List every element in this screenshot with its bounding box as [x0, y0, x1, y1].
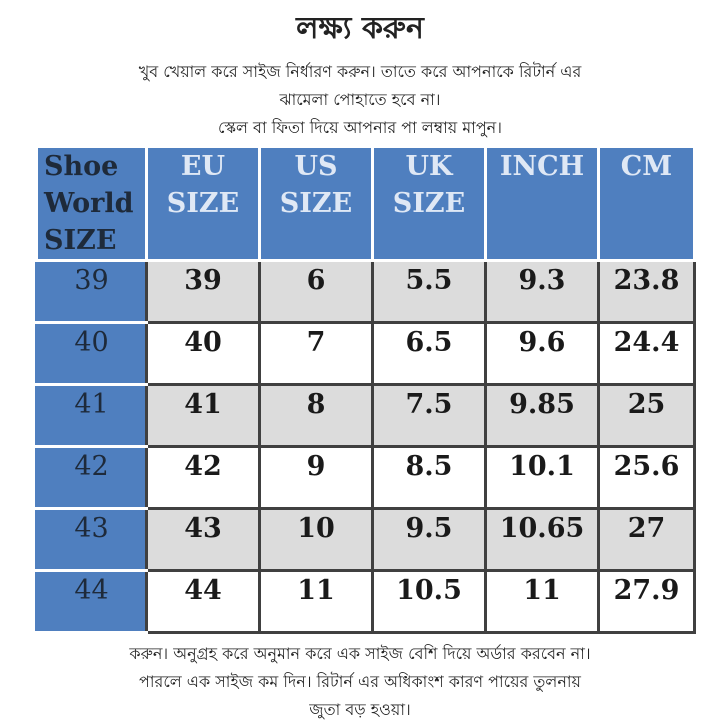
eu-size-cell: 42	[147, 447, 260, 509]
table-row	[37, 571, 695, 633]
us-size-cell: 10	[260, 509, 373, 571]
intro-text	[40, 58, 680, 142]
cm-cell: 27.9	[599, 571, 695, 633]
header-line: INCH	[499, 151, 585, 182]
table-row	[37, 447, 695, 509]
inch-cell: 11	[486, 571, 599, 633]
intro-line: ঝামেলা পোহাতে হবে না।	[279, 90, 441, 109]
cm-cell: 25	[599, 385, 695, 447]
cm-cell: 23.8	[599, 261, 695, 323]
us-size-cell: 7	[260, 323, 373, 385]
header-line: CM	[620, 151, 673, 182]
inch-cell: 9.6	[486, 323, 599, 385]
header-line: EU	[180, 151, 226, 182]
row-header-cell: 43	[37, 509, 147, 571]
us-size-cell: 6	[260, 261, 373, 323]
intro-line: স্কেল বা ফিতা দিয়ে আপনার পা লম্বায় মাপুন।	[218, 118, 502, 137]
header-eu-size	[147, 147, 260, 261]
outro-text	[40, 640, 680, 724]
eu-size-cell: 44	[147, 571, 260, 633]
outro-line: পারলে এক সাইজ কম দিন। রিটার্ন এর অধিকাংশ কারণ পায়ের তুলনায়	[139, 672, 581, 691]
header-line: US	[294, 151, 338, 182]
uk-size-cell: 5.5	[373, 261, 486, 323]
header-shoe-world-size	[37, 147, 147, 261]
eu-size-cell: 40	[147, 323, 260, 385]
header-line: SIZE	[392, 188, 466, 219]
header-line: SIZE	[279, 188, 353, 219]
header-line: SIZE	[44, 225, 117, 256]
row-header-cell: 40	[37, 323, 147, 385]
header-cm	[599, 147, 695, 261]
row-header-cell: 39	[37, 261, 147, 323]
header-line: UK	[405, 151, 453, 182]
header-line: Shoe	[44, 151, 119, 182]
inch-cell: 10.65	[486, 509, 599, 571]
table-row	[37, 509, 695, 571]
table-row	[37, 385, 695, 447]
inch-cell: 9.85	[486, 385, 599, 447]
row-header-cell: 42	[37, 447, 147, 509]
table-row	[37, 261, 695, 323]
uk-size-cell: 9.5	[373, 509, 486, 571]
table-row	[37, 323, 695, 385]
intro-line: খুব খেয়াল করে সাইজ নির্ধারণ করুন। তাতে করে আপনাকে রিটার্ন এর	[138, 62, 582, 81]
header-uk-size	[373, 147, 486, 261]
outro-line: জুতা বড় হওয়া।	[309, 700, 411, 719]
header-us-size	[260, 147, 373, 261]
us-size-cell: 11	[260, 571, 373, 633]
page-title: লক্ষ্য করুন	[296, 11, 424, 46]
table-header-row	[37, 147, 695, 261]
uk-size-cell: 6.5	[373, 323, 486, 385]
row-header-cell: 41	[37, 385, 147, 447]
uk-size-cell: 8.5	[373, 447, 486, 509]
us-size-cell: 8	[260, 385, 373, 447]
cm-cell: 25.6	[599, 447, 695, 509]
inch-cell: 9.3	[486, 261, 599, 323]
eu-size-cell: 43	[147, 509, 260, 571]
header-inch	[486, 147, 599, 261]
size-chart-table	[35, 145, 696, 634]
header-line: World	[44, 188, 134, 219]
eu-size-cell: 41	[147, 385, 260, 447]
cm-cell: 27	[599, 509, 695, 571]
uk-size-cell: 10.5	[373, 571, 486, 633]
eu-size-cell: 39	[147, 261, 260, 323]
header-line: SIZE	[166, 188, 240, 219]
uk-size-cell: 7.5	[373, 385, 486, 447]
inch-cell: 10.1	[486, 447, 599, 509]
row-header-cell: 44	[37, 571, 147, 633]
cm-cell: 24.4	[599, 323, 695, 385]
us-size-cell: 9	[260, 447, 373, 509]
outro-line: করুন। অনুগ্রহ করে অনুমান করে এক সাইজ বেশি দিয়ে অর্ডার করবেন না।	[129, 644, 591, 663]
